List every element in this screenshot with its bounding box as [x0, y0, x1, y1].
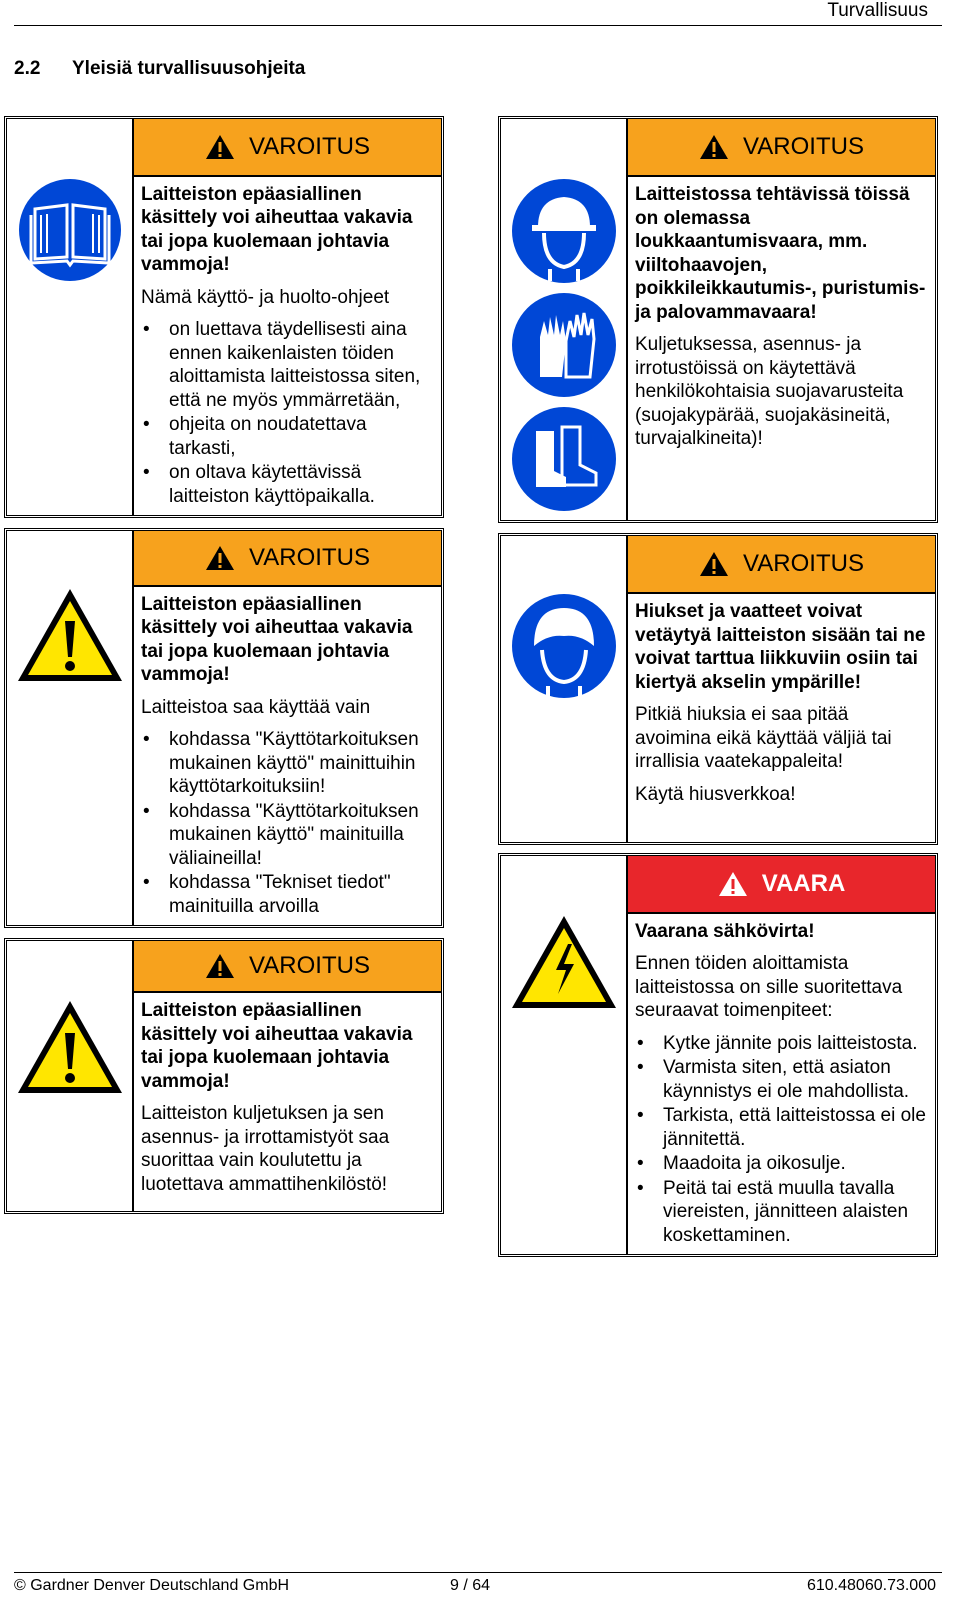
warning-triangle-icon	[699, 134, 729, 160]
section-number: 2.2	[14, 58, 41, 79]
section-title	[14, 58, 305, 80]
warning-intro: Nämä käyttö- ja huolto-ohjeet	[141, 286, 390, 308]
footer-document-number: 610.48060.73.000	[806, 1577, 936, 1594]
list-item: • Varmista siten, että asiaton käynnistys ei ole mahdollista.	[635, 1056, 928, 1103]
general-warning-icon	[14, 585, 126, 685]
list-item: • Peitä tai estä muulla tavalla viereisten, jännitteen alaisten koskettaminen.	[635, 1177, 928, 1248]
list-item: • kohdassa "Käyttötarkoituksen mukainen käyttö" mainittuihin käyttötarkoituksiin!	[141, 728, 434, 799]
banner-label: VAARA	[761, 869, 846, 897]
banner-label: VAROITUS	[249, 543, 370, 571]
page-footer	[14, 1572, 942, 1594]
page-header-title: Turvallisuus	[827, 0, 928, 21]
instruction-list	[141, 318, 434, 508]
warning-box-ppe	[500, 118, 936, 521]
instruction-list	[635, 1032, 928, 1248]
warning-triangle-icon	[205, 134, 235, 160]
warning-banner	[134, 941, 441, 993]
warning-triangle-icon	[699, 551, 729, 577]
list-item: • Maadoita ja oikosulje.	[635, 1152, 928, 1176]
warning-triangle-icon	[205, 953, 235, 979]
warning-text: Kuljetuksessa, asennus- ja irrotustöissä on käytettävä henkilökohtaisia suojavarusteita (suojakypärää, suojakäsineitä, turvajalkineita)!	[635, 334, 904, 449]
list-item: • kohdassa "Tekniset tiedot" mainituilla arvoilla	[141, 871, 434, 918]
banner-label: VAROITUS	[743, 133, 864, 160]
hairnet-icon	[510, 592, 618, 700]
warning-text: Pitkiä hiuksia ei saa pitää avoimina eikä käyttää väljiä tai irrallisia vaatekappaleita!	[635, 704, 892, 772]
footer-company: © Gardner Denver Deutschland GmbH	[14, 1577, 290, 1594]
header-rule	[14, 25, 942, 26]
helmet-icon	[510, 177, 618, 285]
safety-boots-icon	[510, 405, 618, 513]
list-item: • ohjeita on noudatettava tarkasti,	[141, 413, 434, 460]
warning-intro: Ennen töiden aloittamista laitteistossa on sille suoritettava seuraavat toimenpiteet:	[635, 953, 903, 1021]
warning-box-manual	[6, 118, 442, 516]
warning-text: Käytä hiusverkkoa!	[635, 783, 796, 805]
read-manual-icon	[17, 177, 123, 283]
warning-intro: Laitteistoa saa käyttää vain	[141, 696, 371, 718]
warning-headline: Laitteiston epäasiallinen käsittely voi aiheuttaa vakavia tai jopa kuolemaan johtavia vammoja!	[141, 1000, 413, 1092]
banner-label: VAROITUS	[249, 132, 370, 160]
warning-headline: Hiukset ja vaatteet voivat vetäytyä laitteiston sisään tai ne voivat tarttua liikkuviin osiin tai kiertyä akselin ympärille!	[635, 601, 926, 693]
warning-box-usage	[6, 530, 442, 926]
warning-headline: Laitteiston epäasiallinen käsittely voi aiheuttaa vakavia tai jopa kuolemaan johtavia vammoja!	[141, 593, 413, 685]
warning-box-hair	[500, 535, 936, 843]
danger-banner	[628, 856, 935, 914]
instruction-list	[141, 728, 434, 918]
high-voltage-icon	[508, 912, 620, 1012]
warning-banner	[134, 119, 441, 177]
warning-triangle-icon	[718, 871, 748, 897]
banner-label: VAROITUS	[249, 952, 370, 979]
danger-box-electric	[500, 855, 936, 1255]
warning-banner	[628, 119, 935, 177]
list-item: • on luettava täydellisesti aina ennen kaikenlaisten töiden aloittamista laitteistossa siten, että ne myös ymmärretään,	[141, 318, 434, 412]
section-heading: Yleisiä turvallisuusohjeita	[72, 58, 306, 79]
list-item: • on oltava käytettävissä laitteiston käyttöpaikalla.	[141, 461, 434, 508]
warning-banner	[628, 536, 935, 594]
warning-box-transport	[6, 940, 442, 1212]
banner-label: VAROITUS	[743, 550, 864, 577]
list-item: • kohdassa "Käyttötarkoituksen mukainen käyttö" mainituilla väliaineilla!	[141, 800, 434, 871]
general-warning-icon	[14, 997, 126, 1097]
warning-headline: Laitteistossa tehtävissä töissä on olemassa loukkaantumisvaara, mm. viiltohaavojen, poikkileikkautumis-, puristumis- ja palovammavaara!	[635, 184, 926, 323]
warning-banner	[134, 531, 441, 587]
gloves-icon	[510, 291, 618, 399]
warning-triangle-icon	[205, 545, 235, 571]
warning-headline: Laitteiston epäasiallinen käsittely voi aiheuttaa vakavia tai jopa kuolemaan johtavia vammoja!	[141, 183, 413, 275]
list-item: • Kytke jännite pois laitteistosta.	[635, 1032, 928, 1056]
footer-page-number: 9 / 64	[450, 1577, 491, 1594]
warning-headline: Vaarana sähkövirta!	[635, 920, 815, 942]
warning-text: Laitteiston kuljetuksen ja sen asennus- ja irrottamistyöt saa suorittaa vain koulutettu ja luotettava ammattihenkilöstö!	[141, 1103, 390, 1195]
list-item: • Tarkista, että laitteistossa ei ole jännitettä.	[635, 1104, 928, 1151]
